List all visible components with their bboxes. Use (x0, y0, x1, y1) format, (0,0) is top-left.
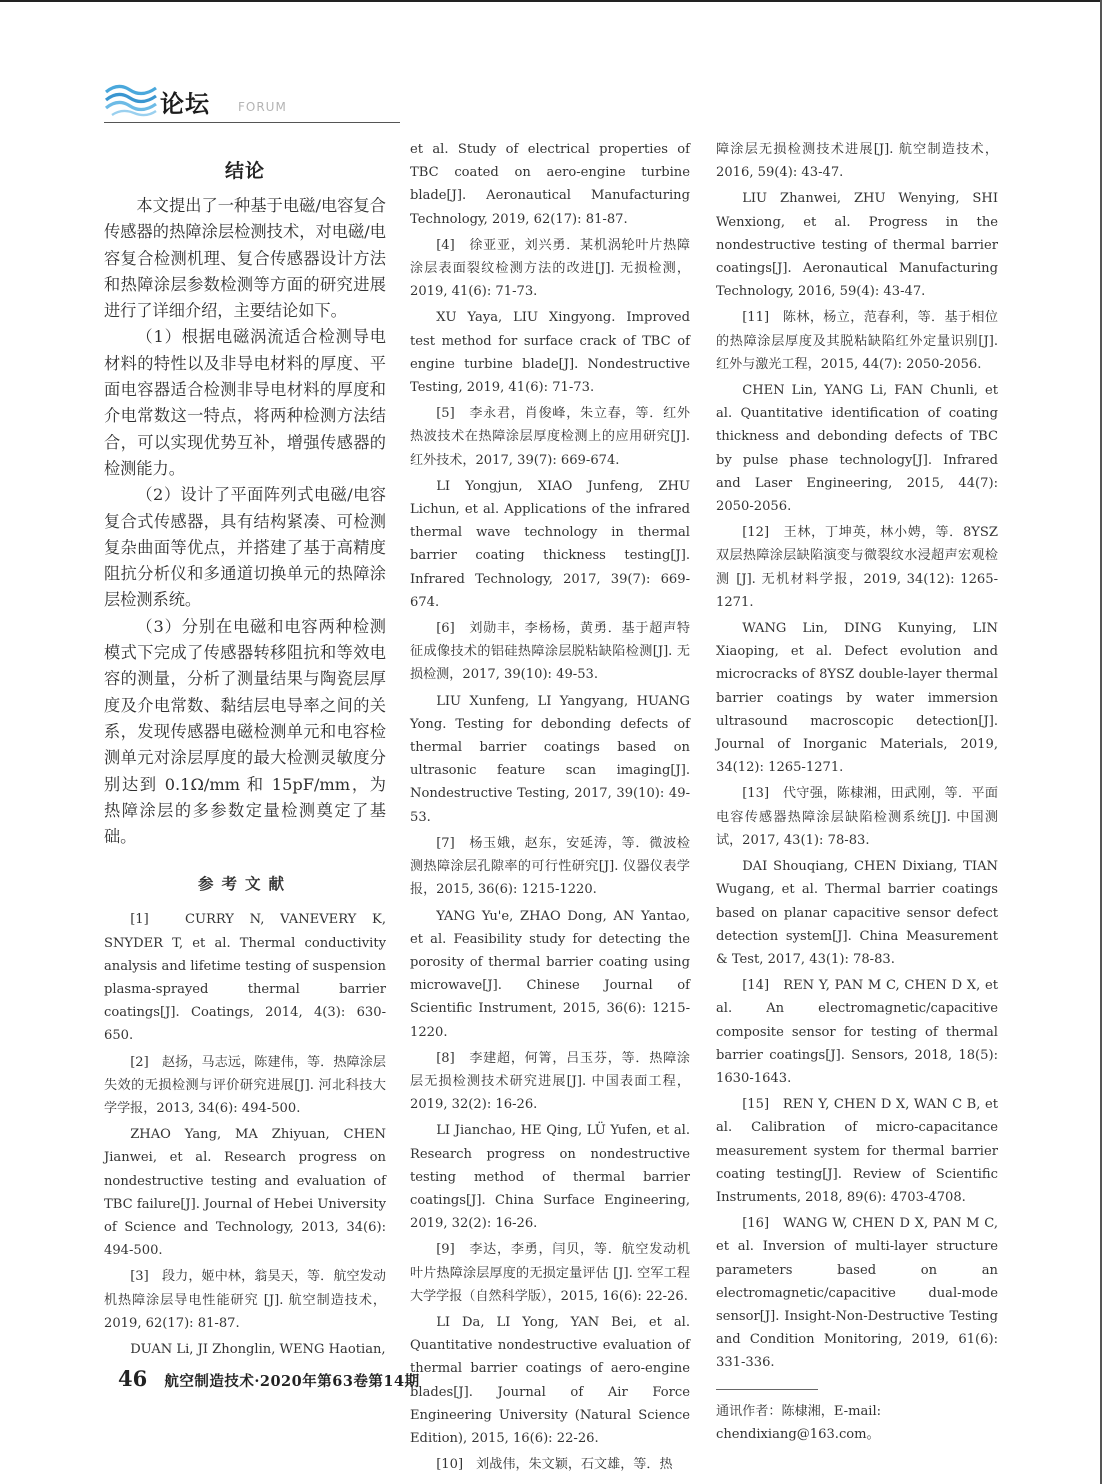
top-border (0, 0, 1102, 2)
waves-logo-icon (104, 80, 158, 118)
reference-entry: [2] 赵扬，马志远，陈建伟，等．热障涂层失效的无损检测与评价研究进展[J]. 河北科技大学学报，2013, 34(6): 494-500. (104, 1054, 386, 1117)
column-right (716, 138, 998, 1446)
reference-entry: WANG Lin, DING Kunying, LIN Xiaoping, et al. Defect evolution and microcracks of 8YSZ double-layer thermal barrier coatings by water immersion ultrasound macroscopic detection[J]. Journal of Inorganic Materials, 2019, 34(12): 1265-1271. (716, 621, 998, 776)
reference-entry: [8] 李建超，何箐，吕玉芬，等．热障涂层无损检测技术研究进展[J]. 中国表面工程，2019, 32(2): 16-26. (410, 1050, 690, 1113)
references-heading: 参考文献 (197, 875, 292, 894)
reference-continuation: 障涂层无损检测技术进展[J]. 航空制造技术，2016, 59(4): 43-47. (716, 142, 998, 181)
section-title-cn: 论坛 (160, 90, 210, 118)
column-left (104, 150, 386, 1364)
reference-entry: LI Da, LI Yong, YAN Bei, et al. Quantitative nondestructive evaluation of thermal barrier coatings of aero-engine blades[J]. Journal of Air Force Engineering University (Natural Science Edition), 2015, 16(6): 22-26. (410, 1314, 690, 1446)
section-title-en: FORUM (238, 100, 287, 114)
reference-entry: [15] REN Y, CHEN D X, WAN C B, et al. Calibration of micro-capacitance measurement system for thermal barrier coating testing[J]. Review of Scientific Instruments, 2018, 89(6): 4703-4708. (716, 1097, 998, 1205)
reference-entry: YANG Yu'e, ZHAO Dong, AN Yantao, et al. Feasibility study for detecting the porosity of thermal barrier coating using microwave[J]. Chinese Journal of Scientific Instrument, 2015, 36(6): 1215-1220. (410, 908, 690, 1040)
corresponding-author-note: 通讯作者：陈棣湘，E-mail: chendixiang@163.com。 (716, 1403, 882, 1442)
conclusion-paragraph: （1）根据电磁涡流适合检测导电材料的特性以及非导电材料的厚度、平面电容器适合检测非导电材料的厚度和介电常数这一特点，将两种检测方法结合，可以实现优势互补，增强传感器的检测能力。 (104, 327, 386, 478)
reference-entry: [16] WANG W, CHEN D X, PAN M C, et al. Inversion of multi-layer structure parameters based on an electromagnetic/capacitive dual-mode sensor[J]. Insight-Non-Destructive Testing and Condition Monitoring, 2019, 61(6): 331-336. (716, 1216, 998, 1371)
reference-entry: LIU Xunfeng, LI Yangyang, HUANG Yong. Testing for debonding defects of thermal barrier coatings based on ultrasonic feature scan imaging[J]. Nondestructive Testing, 2017, 39(10): 49-53. (410, 693, 690, 825)
reference-continuation: et al. Study of electrical properties of TBC coated on aero-engine turbine blade[J]. Aeronautical Manufacturing Technology, 2019, 62(17): 81-87. (410, 142, 690, 227)
header-rule (104, 122, 400, 123)
reference-entry: DUAN Li, JI Zhonglin, WENG Haotian, (130, 1342, 386, 1358)
journal-name: 航空制造技术·2020年第63卷第14期 (164, 1373, 420, 1390)
reference-entry: [7] 杨玉娥，赵东，安延涛，等．微波检测热障涂层孔隙率的可行性研究[J]. 仪器仪表学报，2015, 36(6): 1215-1220. (410, 835, 690, 898)
reference-entry: LI Yongjun, XIAO Junfeng, ZHU Lichun, et al. Applications of the infrared thermal wave technology in thermal barrier coating thickness testing[J]. Infrared Technology, 2017, 39(7): 669-674. (410, 478, 690, 610)
reference-entry: [5] 李永君，肖俊峰，朱立春，等．红外热波技术在热障涂层厚度检测上的应用研究[J]. 红外技术，2017, 39(7): 669-674. (410, 406, 690, 468)
reference-entry: [14] REN Y, PAN M C, CHEN D X, et al. An electromagnetic/capacitive composite sensor for testing of thermal barrier coatings[J]. Sensors, 2018, 18(5): 1630-1643. (716, 978, 998, 1086)
reference-entry: [11] 陈林，杨立，范春利，等．基于相位的热障涂层厚度及其脱粘缺陷红外定量识别[J]. 红外与激光工程，2015, 44(7): 2050-2056. (716, 310, 998, 372)
page-number: 46 (118, 1366, 148, 1391)
reference-entry: LIU Zhanwei, ZHU Wenying, SHI Wenxiong, et al. Progress in the nondestructive testing of thermal barrier coatings[J]. Aeronautical Manufacturing Technology, 2016, 59(4): 43-47. (716, 191, 998, 300)
conclusion-paragraph: （2）设计了平面阵列式电磁/电容复合式传感器，具有结构紧凑、可检测复杂曲面等优点，并搭建了基于高精度阻抗分析仪和多通道切换单元的热障涂层检测系统。 (104, 485, 386, 610)
conclusion-heading: 结论 (224, 160, 265, 182)
reference-entry: [4] 徐亚亚，刘兴勇．某机涡轮叶片热障涂层表面裂纹检测方法的改进[J]. 无损检测，2019, 41(6): 71-73. (410, 237, 690, 300)
reference-entry: [12] 王林，丁坤英，林小娉，等．8YSZ双层热障涂层缺陷演变与微裂纹水浸超声宏观检测 [J]. 无机材料学报，2019, 34(12): 1265-1271. (716, 525, 998, 610)
reference-entry: ZHAO Yang, MA Zhiyuan, CHEN Jianwei, et al. Research progress on nondestructive testing and evaluation of TBC failure[J]. Journal of Hebei University of Science and Technology, 2013, 34(6): 494-500. (104, 1127, 386, 1259)
column-middle (410, 138, 690, 1479)
conclusion-paragraph: 本文提出了一种基于电磁/电容复合传感器的热障涂层检测技术，对电磁/电容复合检测机理、复合传感器设计方法和热障涂层参数检测等方面的研究进展进行了详细介绍，主要结论如下。 (104, 196, 386, 321)
reference-entry: CHEN Lin, YANG Li, FAN Chunli, et al. Quantitative identification of coating thickness and debonding defects of TBC by pulse phase technology[J]. Infrared and Laser Engineering, 2015, 44(7): 2050-2056. (716, 383, 998, 515)
reference-entry: [9] 李达，李勇，闫贝，等．航空发动机叶片热障涂层厚度的无损定量评估 [J]. 空军工程大学学报（自然科学版），2015, 16(6): 22-26. (410, 1242, 690, 1304)
reference-entry: [1] CURRY N, VANEVERY K, SNYDER T, et al. Thermal conductivity analysis and lifetime testing of suspension plasma-sprayed thermal barrier coatings[J]. Coatings, 2014, 4(3): 630-650. (104, 912, 386, 1044)
reference-entry: DAI Shouqiang, CHEN Dixiang, TIAN Wugang, et al. Thermal barrier coatings based on planar capacitive sensor defect detection system[J]. China Measurement & Test, 2017, 43(1): 78-83. (716, 859, 998, 967)
reference-entry: [3] 段力，姬中林，翁昊天，等．航空发动机热障涂层导电性能研究 [J]. 航空制造技术，2019, 62(17): 81-87. (104, 1269, 386, 1331)
page-footer (118, 1366, 420, 1391)
section-header (104, 78, 404, 124)
reference-entry: [6] 刘勋丰，李杨杨，黄勇．基于超声特征成像技术的铝硅热障涂层脱粘缺陷检测[J]. 无损检测，2017, 39(10): 49-53. (410, 621, 690, 683)
reference-entry: [10] 刘战伟，朱文颖，石文雄，等．热 (436, 1457, 673, 1473)
footnote-rule (716, 1389, 818, 1390)
conclusion-paragraph: （3）分别在电磁和电容两种检测模式下完成了传感器转移阻抗和等效电容的测量，分析了测量结果与陶瓷层厚度及介电常数、黏结层电导率之间的关系，发现传感器电磁检测单元和电容检测单元对涂层厚度的最大检测灵敏度分别达到 0.1Ω/mm 和 15pF/mm，为热障涂层的多参数定量检测奠定了基础。 (104, 616, 386, 847)
reference-entry: XU Yaya, LIU Xingyong. Improved test method for surface crack of TBC of engine turbine blade[J]. Nondestructive Testing, 2019, 41(6): 71-73. (410, 310, 690, 396)
reference-entry: [13] 代守强，陈棣湘，田武刚，等．平面电容传感器热障涂层缺陷检测系统[J]. 中国测试，2017, 43(1): 78-83. (716, 786, 998, 848)
reference-entry: LI Jianchao, HE Qing, LÜ Yufen, et al. Research progress on nondestructive testing method of thermal barrier coatings[J]. China Surface Engineering, 2019, 32(2): 16-26. (410, 1123, 690, 1232)
